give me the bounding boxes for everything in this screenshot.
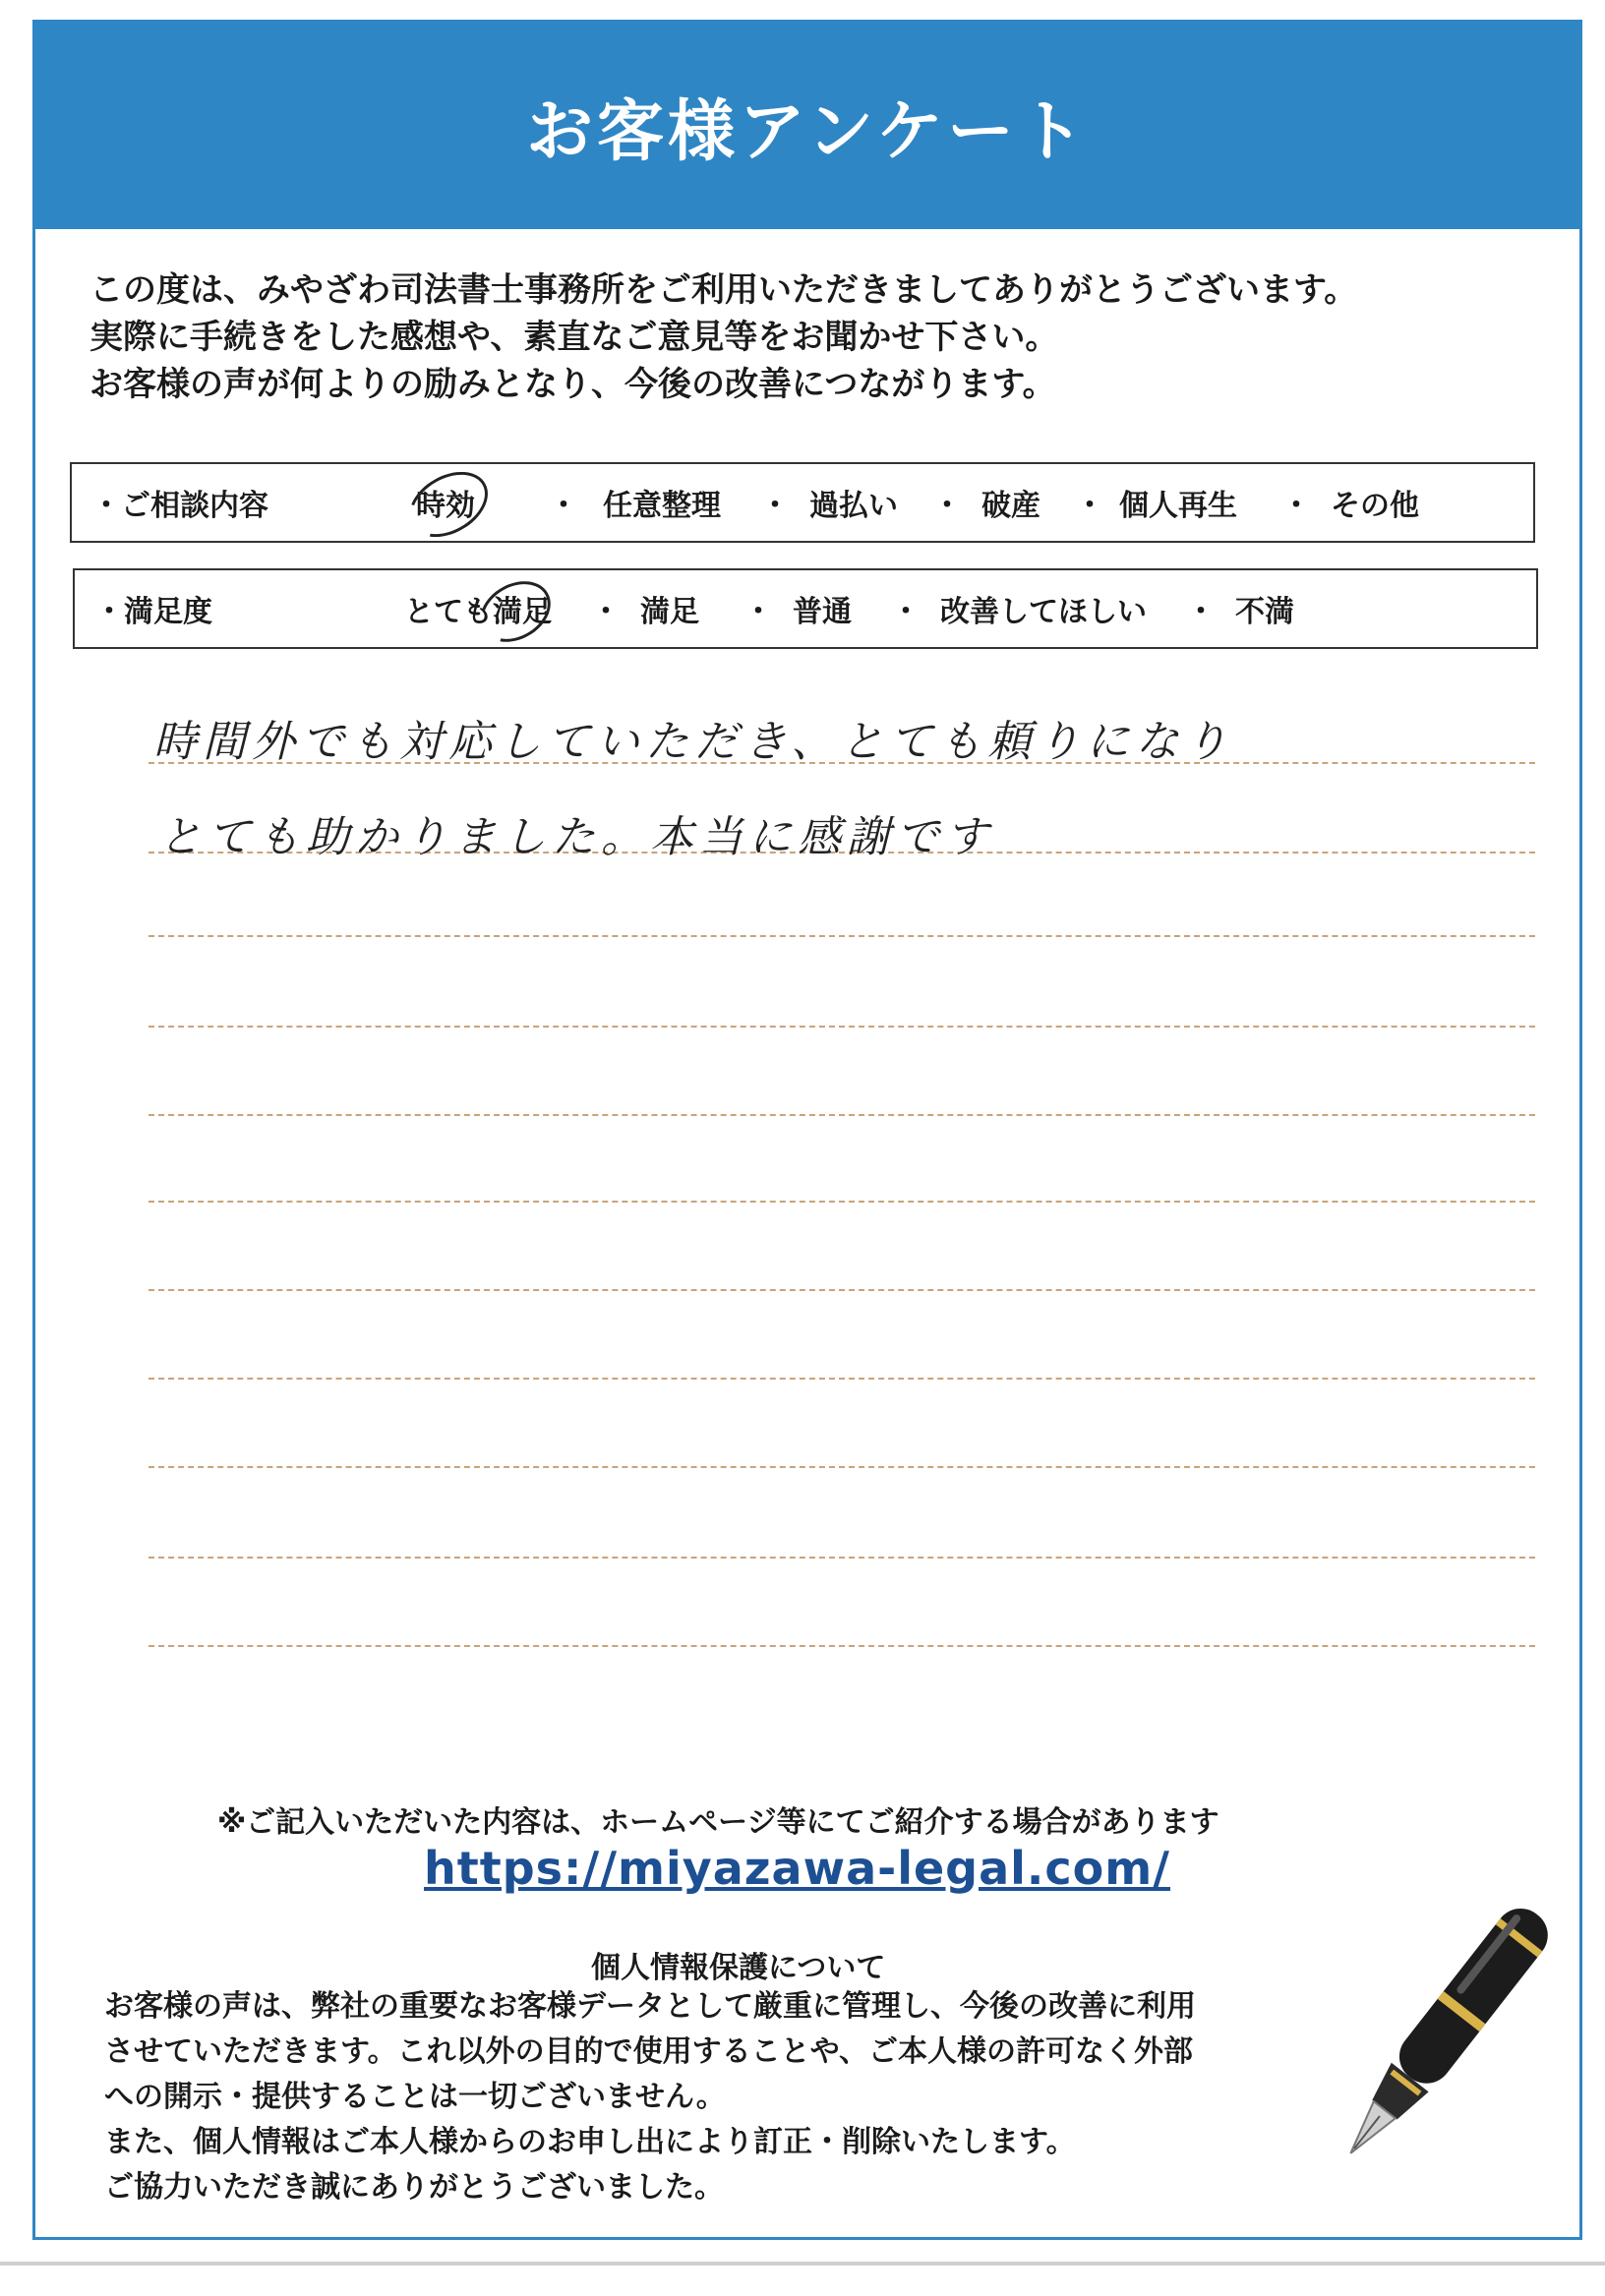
separator: ・ xyxy=(549,489,578,523)
intro-line: お客様の声が何よりの励みとなり、今後の改善につながります。 xyxy=(89,365,1056,404)
option-needs-improvement[interactable]: 改善してほしい xyxy=(940,595,1147,629)
option-very-satisfied[interactable]: とても満足 xyxy=(404,595,552,629)
separator: ・ xyxy=(1075,489,1104,523)
comment-rule xyxy=(149,1378,1535,1380)
option-rehabilitation[interactable]: 個人再生 xyxy=(1119,489,1237,523)
intro-line: 実際に手続きをした感想や、素直なご意見等をお聞かせ下さい。 xyxy=(89,318,1059,357)
selection-circle xyxy=(469,569,562,654)
intro-line: この度は、みやざわ司法書士事務所をご利用いただきましてありがとうございます。 xyxy=(89,270,1358,310)
comment-rule xyxy=(149,1289,1535,1291)
comment-rule xyxy=(149,1114,1535,1116)
satisfaction-label: ・満足度 xyxy=(94,595,212,629)
privacy-line: また、個人情報はご本人様からのお申し出により訂正・削除いたします。 xyxy=(104,2125,1076,2159)
consultation-label: ・ご相談内容 xyxy=(91,489,268,523)
option-voluntary-arrangement[interactable]: 任意整理 xyxy=(603,489,721,523)
privacy-line: ご協力いただき誠にありがとうございました。 xyxy=(104,2170,724,2205)
selection-circle xyxy=(397,458,499,550)
comment-rule xyxy=(149,1201,1535,1203)
option-neutral[interactable]: 普通 xyxy=(793,595,852,629)
separator: ・ xyxy=(760,489,790,523)
option-overpayment[interactable]: 過払い xyxy=(809,489,898,523)
option-other[interactable]: その他 xyxy=(1331,489,1419,523)
survey-sheet xyxy=(32,20,1582,2240)
scan-edge xyxy=(0,2262,1605,2266)
option-statute-limitation[interactable]: 時効 xyxy=(416,489,475,523)
separator: ・ xyxy=(1186,595,1216,629)
handwritten-comment-line: 時間外でも対応していただき、とても頼りになり xyxy=(153,717,1234,767)
comment-rule xyxy=(149,1026,1535,1028)
website-link[interactable]: https://miyazawa-legal.com/ xyxy=(424,1842,1170,1895)
publication-notice: ※ご記入いただいた内容は、ホームページ等にてご紹介する場合があります xyxy=(217,1805,1219,1840)
satisfaction-field xyxy=(73,568,1538,649)
comment-rule xyxy=(149,935,1535,937)
consultation-field xyxy=(70,462,1535,543)
option-bankruptcy[interactable]: 破産 xyxy=(981,489,1040,523)
option-satisfied[interactable]: 満足 xyxy=(640,595,699,629)
privacy-text xyxy=(104,1984,1373,2210)
comment-rule xyxy=(149,1645,1535,1647)
fountain-pen-icon xyxy=(1304,1871,1579,2196)
comment-rule xyxy=(149,1466,1535,1468)
header-banner xyxy=(35,23,1579,229)
page-title: お客様アンケート xyxy=(526,92,1089,171)
separator: ・ xyxy=(591,595,621,629)
privacy-heading: 個人情報保護について xyxy=(591,1951,886,1985)
comment-rule xyxy=(149,1557,1535,1559)
separator: ・ xyxy=(1281,489,1311,523)
option-dissatisfied[interactable]: 不満 xyxy=(1235,595,1294,629)
separator: ・ xyxy=(932,489,962,523)
intro-text xyxy=(89,266,1545,408)
privacy-line: させていただきます。これ以外の目的で使用することや、ご本人様の許可なく外部 xyxy=(104,2034,1193,2069)
privacy-line: への開示・提供することは一切ございません。 xyxy=(104,2080,726,2114)
separator: ・ xyxy=(743,595,773,629)
separator: ・ xyxy=(891,595,921,629)
privacy-line: お客様の声は、弊社の重要なお客様データとして厳重に管理し、今後の改善に利用 xyxy=(104,1989,1196,2024)
handwritten-comment-line: とても助かりました。本当に感謝です xyxy=(158,812,994,862)
